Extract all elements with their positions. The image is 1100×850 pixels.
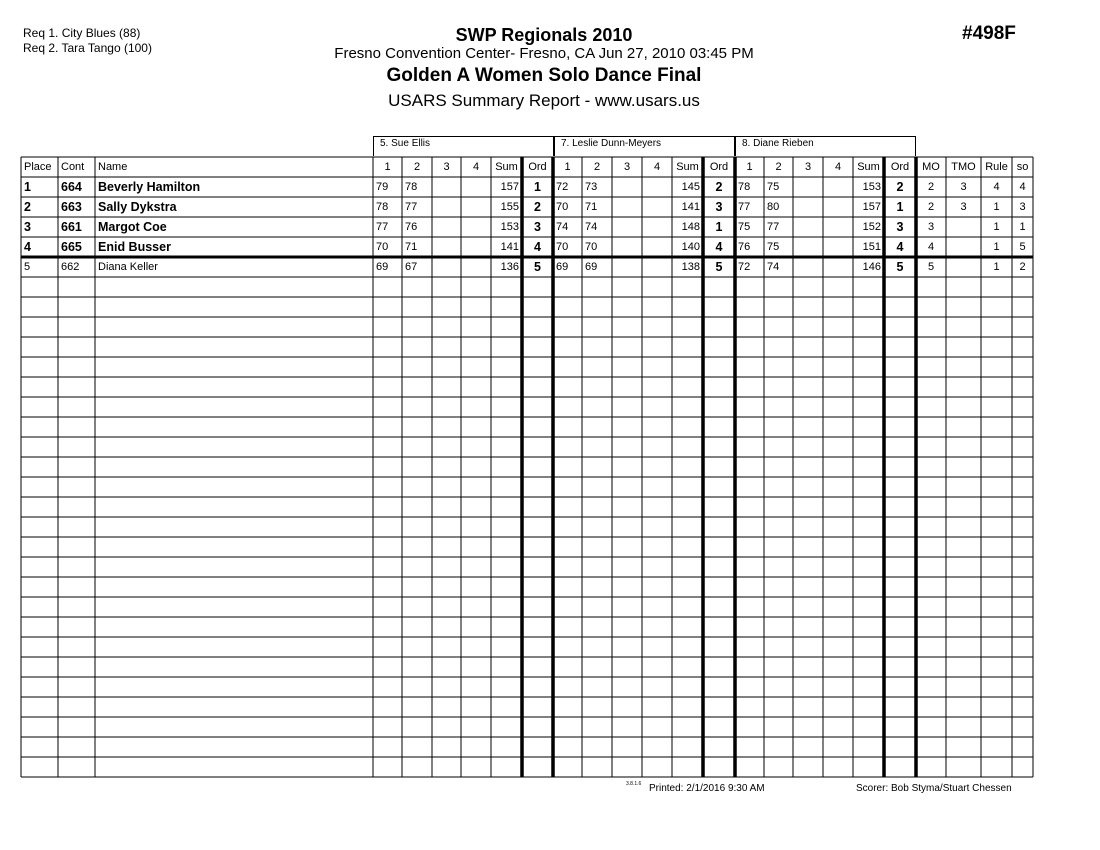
row-skater-name: Sally Dykstra — [98, 200, 177, 214]
row-place: 4 — [24, 240, 31, 254]
row-sum: 157 — [862, 201, 881, 213]
row-mark: 74 — [767, 261, 780, 273]
row-sum: 151 — [862, 241, 881, 253]
header-ord: Ord — [528, 161, 547, 173]
row-sum: 157 — [500, 181, 519, 193]
header-ord: Ord — [709, 161, 729, 173]
row-mark — [464, 237, 488, 257]
row-ordinal: 1 — [534, 180, 541, 194]
row-so: 1 — [1019, 221, 1026, 233]
row-contestant-number: 665 — [61, 240, 82, 254]
row-rule-value: 1 — [993, 201, 1000, 213]
row-tmo: 3 — [960, 201, 967, 213]
row-sum: 141 — [500, 241, 519, 253]
row-contestant-number: 662 — [61, 261, 80, 273]
row-mark — [645, 197, 669, 217]
header-mark-3: 3 — [623, 161, 631, 173]
event-number: #498F — [962, 23, 1016, 44]
row-sum: 148 — [681, 221, 700, 233]
row-mark: 78 — [405, 181, 418, 193]
header-ord: Ord — [890, 161, 910, 173]
header-mark-1: 1 — [564, 161, 571, 173]
row-tmo — [949, 257, 978, 277]
header-rule: Rule — [985, 161, 1008, 173]
header-mo: MO — [922, 161, 940, 173]
row-ordinal: 5 — [534, 260, 541, 274]
row-contestant-number: 663 — [61, 200, 82, 214]
row-mark: 77 — [405, 201, 418, 213]
row-ordinal: 5 — [715, 260, 723, 274]
row-mark: 69 — [585, 261, 598, 273]
row-mark — [615, 177, 639, 197]
row-rule-value: 1 — [993, 261, 1000, 273]
row-sum: 153 — [500, 221, 519, 233]
row-contestant-number: 664 — [61, 180, 82, 194]
row-so: 5 — [1019, 241, 1026, 253]
row-mark — [826, 197, 850, 217]
row-mark — [826, 237, 850, 257]
row-mark: 67 — [405, 261, 418, 273]
row-mark — [435, 217, 458, 237]
row-sum: 146 — [862, 261, 881, 273]
printed-date: Printed: 2/1/2016 9:30 AM — [649, 783, 765, 794]
row-mark: 71 — [585, 201, 598, 213]
row-mark: 78 — [376, 201, 389, 213]
row-mark — [464, 177, 488, 197]
header-place: Place — [24, 161, 52, 173]
row-mark — [464, 217, 488, 237]
header-mark-1: 1 — [746, 161, 753, 173]
row-mark: 69 — [376, 261, 389, 273]
row-place: 3 — [24, 220, 31, 234]
row-mark: 69 — [556, 261, 569, 273]
row-mark: 72 — [738, 261, 751, 273]
row-mark — [796, 257, 820, 277]
row-mark — [645, 217, 669, 237]
row-skater-name: Beverly Hamilton — [98, 180, 201, 194]
row-mark — [435, 177, 458, 197]
row-ordinal: 1 — [896, 200, 904, 214]
row-mark: 75 — [767, 181, 780, 193]
row-ordinal: 2 — [534, 200, 541, 214]
request-1: Req 1. City Blues (88) — [23, 26, 141, 40]
row-mark — [464, 197, 488, 217]
header-cont: Cont — [61, 161, 85, 173]
header-tmo: TMO — [951, 161, 976, 173]
row-so: 2 — [1019, 261, 1026, 273]
row-mark — [796, 177, 820, 197]
scorer-names: Scorer: Bob Styma/Stuart Chessen — [856, 783, 1012, 794]
row-rule-value: 1 — [993, 241, 1000, 253]
row-skater-name: Enid Busser — [98, 240, 171, 254]
row-ordinal: 2 — [715, 180, 723, 194]
row-mark — [796, 237, 820, 257]
row-mark: 70 — [376, 241, 389, 253]
row-sum: 138 — [681, 261, 700, 273]
row-ordinal: 1 — [715, 220, 723, 234]
header-sum: Sum — [495, 161, 518, 173]
row-mark: 73 — [585, 181, 598, 193]
judge-2-header: 7. Leslie Dunn-Meyers — [554, 136, 735, 156]
header-mark-2: 2 — [413, 161, 421, 173]
row-tmo — [949, 217, 978, 237]
row-mo: 2 — [927, 201, 935, 213]
row-mark — [826, 217, 850, 237]
header-mark-4: 4 — [472, 161, 480, 173]
row-sum: 136 — [500, 261, 519, 273]
row-ordinal: 5 — [896, 260, 904, 274]
header-mark-4: 4 — [834, 161, 842, 173]
request-2: Req 2. Tara Tango (100) — [23, 41, 152, 55]
row-ordinal: 2 — [896, 180, 904, 194]
row-sum: 153 — [862, 181, 881, 193]
row-so: 3 — [1019, 201, 1026, 213]
header-mark-4: 4 — [653, 161, 661, 173]
row-mark: 77 — [767, 221, 780, 233]
row-mark — [615, 217, 639, 237]
header-mark-3: 3 — [804, 161, 812, 173]
row-ordinal: 4 — [715, 240, 723, 254]
row-sum: 155 — [500, 201, 519, 213]
row-rule-value: 4 — [993, 181, 1000, 193]
row-mark: 75 — [738, 221, 751, 233]
row-mo: 2 — [927, 181, 935, 193]
row-mark: 76 — [405, 221, 418, 233]
judge-1-header: 5. Sue Ellis — [373, 136, 554, 156]
row-sum: 152 — [862, 221, 881, 233]
competition-location: Fresno Convention Center- Fresno, CA Jun 27, 2010 03:45 PM — [334, 45, 754, 62]
row-tmo — [949, 237, 978, 257]
row-mark — [796, 217, 820, 237]
row-ordinal: 4 — [896, 240, 904, 254]
row-mo: 5 — [927, 261, 935, 273]
row-mark — [615, 237, 639, 257]
row-mark: 75 — [767, 241, 780, 253]
row-mark: 76 — [738, 241, 751, 253]
row-mark: 70 — [585, 241, 598, 253]
row-mark — [615, 257, 639, 277]
header-mark-2: 2 — [593, 161, 601, 173]
row-skater-name: Diana Keller — [98, 261, 158, 273]
row-ordinal: 3 — [896, 220, 904, 234]
row-place: 5 — [24, 261, 31, 273]
row-mark — [826, 177, 850, 197]
row-mark — [435, 237, 458, 257]
row-mark — [826, 257, 850, 277]
row-ordinal: 3 — [715, 200, 723, 214]
row-mo: 3 — [927, 221, 935, 233]
row-mark: 77 — [376, 221, 389, 233]
row-mark: 71 — [405, 241, 418, 253]
row-sum: 145 — [681, 181, 700, 193]
row-mark: 77 — [738, 201, 751, 213]
judge-3-header: 8. Diane Rieben — [735, 136, 916, 156]
header-mark-3: 3 — [443, 161, 450, 173]
row-mark — [435, 197, 458, 217]
row-ordinal: 4 — [534, 240, 541, 254]
header-so: so — [1016, 161, 1029, 173]
row-mark: 70 — [556, 241, 569, 253]
row-place: 1 — [24, 180, 31, 194]
row-mark — [796, 197, 820, 217]
header-name: Name — [98, 161, 128, 173]
row-mark: 74 — [585, 221, 598, 233]
row-mo: 4 — [927, 241, 935, 253]
row-sum: 141 — [681, 201, 700, 213]
row-skater-name: Margot Coe — [98, 220, 167, 234]
header-sum: Sum — [676, 161, 699, 173]
row-contestant-number: 661 — [61, 220, 82, 234]
header-mark-2: 2 — [775, 161, 782, 173]
event-title: Golden A Women Solo Dance Final — [386, 65, 702, 86]
row-mark: 72 — [556, 181, 569, 193]
version-number: 3.8.1.6 — [626, 781, 642, 787]
row-mark — [645, 177, 669, 197]
report-title: USARS Summary Report - www.usars.us — [388, 91, 700, 110]
row-rule-value: 1 — [993, 221, 1000, 233]
row-sum: 140 — [681, 241, 700, 253]
competition-title: SWP Regionals 2010 — [455, 25, 633, 45]
row-ordinal: 3 — [534, 220, 541, 234]
row-mark — [645, 257, 669, 277]
row-so: 4 — [1019, 181, 1026, 193]
row-mark — [615, 197, 639, 217]
row-mark: 70 — [556, 201, 569, 213]
row-mark — [435, 257, 458, 277]
row-mark: 79 — [376, 181, 389, 193]
row-mark — [645, 237, 669, 257]
row-mark — [464, 257, 488, 277]
row-mark: 74 — [556, 221, 569, 233]
header-sum: Sum — [857, 161, 880, 173]
row-place: 2 — [24, 200, 31, 214]
header-mark-1: 1 — [384, 161, 391, 173]
row-mark: 80 — [767, 201, 780, 213]
row-mark: 78 — [738, 181, 751, 193]
row-tmo: 3 — [960, 181, 967, 193]
